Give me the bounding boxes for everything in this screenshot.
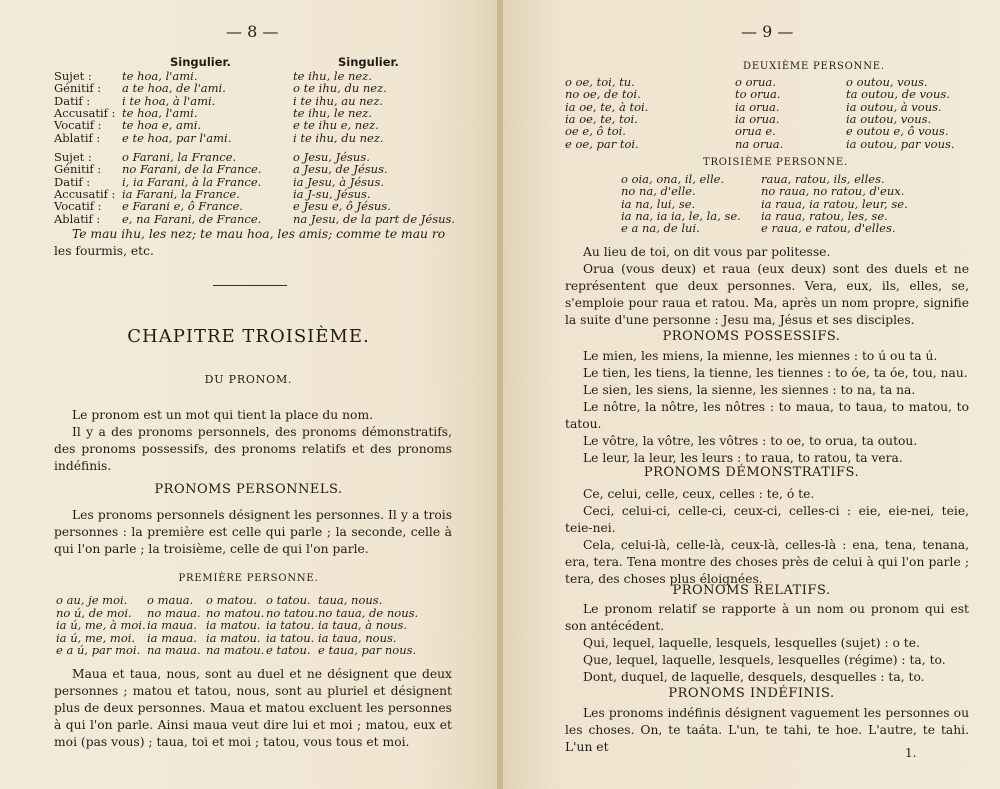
case-label: Sujet : (54, 150, 92, 164)
pronoun-form: ia raua, ia ratou, leur, se. (761, 196, 908, 211)
politesse-paragraph: Au lieu de toi, on dit vous par politesse. (583, 245, 831, 259)
demonstratifs-text (565, 486, 969, 588)
column-header: Singulier. (338, 55, 399, 69)
right-page (503, 0, 1000, 789)
duel-pluriel-paragraph: Maua et taua, nous, sont au duel et ne désignent que deux personnes ; matou et tatou, nous, sont au pluriel et désignent plus de deux personnes. Maua et matou excluent les personnes à qui l'on parle. Ainsi maua veut dire lui et moi ; matou, eux et moi (pas vous) ; taua, toi et moi ; tatou, vous tous et moi. (54, 667, 452, 749)
pronoun-form: ia ú, me, à moi. (56, 618, 146, 633)
pronoun-form: o au, je moi. (56, 593, 128, 607)
pronoun-line: Que, lequel, laquelle, lesquels, lesquelles (régime) : ta, to. (583, 653, 946, 667)
column-header: Singulier. (170, 55, 231, 69)
intro-paragraph: Il y a des pronoms personnels, des pronoms démonstratifs, des pronoms possessifs, des pronoms relatifs et des pronoms indéfinis. (54, 425, 452, 473)
pronoun-form: ia orua. (735, 99, 780, 114)
pronoun-form: no oe, de toi. (565, 87, 641, 102)
subsection-title: DEUXIÈME PERSONNE. (743, 61, 885, 72)
pronoun-form: orua e. (735, 124, 776, 139)
declension-form: na Jesu, de la part de Jésus. (293, 211, 456, 226)
pronoun-form: ia na, lui, se. (621, 196, 696, 211)
declension-form: te ihu, le nez. (293, 69, 372, 83)
pronoun-form: ia orua. (735, 111, 780, 126)
section-title: PRONOMS INDÉFINIS. (668, 686, 835, 701)
plural-note (54, 226, 452, 260)
pronoun-form: no taua, de nous. (318, 605, 419, 620)
declension-form: e Farani e, ô France. (122, 199, 243, 214)
declension-form: i te ihu, au nez. (293, 93, 384, 108)
pronoun-form: ia maua. (147, 618, 197, 633)
pronoun-form: no tatou. (266, 605, 319, 620)
declension-form: no Farani, de la France. (122, 162, 262, 177)
plural-note-line: Te mau ihu, les nez; te mau hoa, les amis; comme te mau ro (72, 227, 446, 241)
pronoun-form: ia taua, à nous. (318, 618, 408, 633)
declension-form: e te ihu e, nez. (293, 118, 379, 133)
pronoun-form: ia maua. (147, 630, 197, 645)
pronoun-form: ia na, ia ia, le, la, se. (621, 208, 741, 223)
declension-form: o te ihu, du nez. (293, 81, 387, 96)
case-label: Datif : (54, 93, 91, 108)
section-title: PRONOMS POSSESSIFS. (662, 329, 841, 344)
pronoun-form: o oe, toi, tu. (565, 75, 635, 89)
intro-text (54, 407, 452, 475)
pronoun-form: raua, ratou, ils, elles. (761, 172, 885, 186)
subsection-title: PREMIÈRE PERSONNE. (178, 573, 319, 584)
pronoun-line: Cela, celui-là, celle-là, ceux-là, celles-là : ena, tena, tenana, era, tera. Tena montre des choses près de celui à qui l'on parle ; tera, des choses plus éloignées. (565, 538, 969, 586)
declension-form: a Jesu, de Jésus. (293, 162, 388, 177)
relatifs-text (565, 601, 969, 686)
pronoun-form: e outou e, ô vous. (846, 124, 949, 139)
politesse-text (565, 244, 969, 329)
pronoun-form: o tatou. (266, 593, 311, 607)
declension-form: te ihu, le nez. (293, 105, 372, 120)
pronoun-form: ia tatou. (266, 618, 315, 633)
pronoun-form: to orua. (735, 87, 781, 102)
pronoun-line: Le sien, les siens, la sienne, les siennes : to na, ta na. (583, 383, 916, 397)
pronoun-form: na matou. (206, 643, 265, 658)
section-title: PRONOMS DÉMONSTRATIFS. (643, 465, 860, 480)
case-label: Accusatif : (54, 186, 116, 201)
declension-form: i te hoa, à l'ami. (122, 93, 216, 108)
left-page (0, 0, 497, 789)
pronoun-line: Le pronom relatif se rapporte à un nom ou pronom qui est son antécédent. (565, 602, 969, 633)
pronoun-form: na maua. (147, 643, 201, 658)
pronoun-form: ia ú, me, moi. (56, 630, 136, 645)
case-label: Ablatif : (54, 130, 101, 145)
personnels-text (54, 507, 452, 558)
pronoun-form: e oe, par toi. (565, 136, 639, 151)
pronoun-form: ia outou, à vous. (846, 99, 942, 114)
case-label: Génitif : (54, 162, 102, 177)
pronoun-line: Ce, celui, celle, ceux, celles : te, ó te. (583, 487, 815, 501)
pronoun-form: o orua. (735, 75, 776, 89)
pronoun-form: taua, nous. (318, 593, 383, 607)
declension-form: a te hoa, de l'ami. (122, 81, 226, 96)
pronoun-form: ia matou. (206, 630, 261, 645)
declension-form: e, na Farani, de France. (122, 211, 262, 226)
pronoun-form: ia taua, nous. (318, 630, 397, 645)
pronoun-form: ia oe, te, toi. (565, 111, 638, 126)
declension-form: e te hoa, par l'ami. (122, 130, 232, 145)
section-title: PRONOMS RELATIFS. (672, 583, 831, 598)
page-number: — 9 — (741, 22, 794, 41)
pronoun-form: ta outou, de vous. (846, 87, 950, 102)
declension-form: ia Jesu, à Jésus. (293, 174, 385, 189)
pronoun-line: Le mien, les miens, la mienne, les miennes : to ú ou ta ú. (583, 349, 938, 363)
pronoun-line: Le tien, les tiens, la tienne, les tiennes : to óe, ta óe, tou, nau. (583, 366, 968, 380)
case-label: Accusatif : (54, 105, 116, 120)
duels-paragraph: Orua (vous deux) et raua (eux deux) sont des duels et ne représentent que deux personnes. Vera, eux, ils, elles, se, s'emploie pour raua et ratou. Ma, après un nom propre, signifie la suite d'une personne : Jesu ma, Jésus et ses disciples. (565, 262, 969, 327)
declension-form: i te ihu, du nez. (293, 130, 384, 145)
declension-form: o Jesu, Jésus. (293, 150, 370, 164)
pronoun-form: no na, d'elle. (621, 184, 696, 199)
declension-form: ia Farani, la France. (122, 186, 240, 201)
pronoun-line: Le vôtre, la vôtre, les vôtres : to oe, to orua, ta outou. (583, 434, 918, 448)
pronoun-form: ia tatou. (266, 630, 315, 645)
case-label: Sujet : (54, 69, 92, 83)
pronoun-line: Ceci, celui-ci, celle-ci, ceux-ci, celles-ci : eie, eie-nei, teie, teie-nei. (565, 504, 969, 535)
case-label: Génitif : (54, 81, 102, 96)
pronoun-line: Dont, duquel, de laquelle, desquels, desquelles : ta, to. (583, 670, 925, 684)
declension-form: te hoa, l'ami. (122, 69, 198, 83)
plural-note-line: les fourmis, etc. (54, 244, 154, 258)
chapter-title: CHAPITRE TROISIÈME. (127, 326, 370, 347)
case-label: Vocatif : (54, 118, 102, 133)
indefinis-paragraph: Les pronoms indéfinis désignent vaguement les personnes ou les choses. On, te taáta. L'un, te tahi, te hoe. L'autre, te tahi. L'un et (565, 706, 969, 754)
pronoun-form: e a ú, par moi. (56, 643, 141, 658)
declension-form: te hoa, l'ami. (122, 105, 198, 120)
declension-form: ia J-su, Jésus. (293, 186, 371, 201)
pronoun-form: ia raua, ratou, les, se. (761, 208, 888, 223)
pronoun-form: no raua, no ratou, d'eux. (761, 184, 905, 199)
pronoun-form: o maua. (147, 593, 194, 607)
pronoun-form: no maua. (147, 605, 201, 620)
pronoun-form: ia outou, vous. (846, 111, 932, 126)
pronoun-form: e taua, par nous. (318, 643, 417, 658)
pronoun-form: na orua. (735, 136, 784, 151)
pronoun-form: ia outou, par vous. (846, 136, 955, 151)
pronoun-line: Le nôtre, la nôtre, les nôtres : to maua, to taua, to matou, to tatou. (565, 400, 969, 431)
declension-form: te hoa e, ami. (122, 118, 202, 133)
pronoun-form: o outou, vous. (846, 75, 928, 89)
pronoun-form: oe e, ô toi. (565, 124, 626, 139)
declension-form: i, ia Farani, à la France. (122, 174, 262, 189)
declension-form: e Jesu e, ô Jésus. (293, 199, 391, 214)
subsection-title: TROISIÈME PERSONNE. (703, 157, 848, 168)
pronoun-line: Qui, lequel, laquelle, lesquels, lesquelles (sujet) : o te. (583, 636, 920, 650)
intro-paragraph: Le pronom est un mot qui tient la place du nom. (72, 408, 374, 422)
pronoun-form: e raua, e ratou, d'elles. (761, 221, 896, 236)
declension-form: o Farani, la France. (122, 150, 237, 164)
pronoun-form: ia oe, te, à toi. (565, 99, 649, 114)
page-number: — 8 — (226, 22, 279, 41)
pronoun-form: ia matou. (206, 618, 261, 633)
signature-mark: 1. (905, 746, 917, 760)
divider-rule (213, 285, 287, 286)
case-label: Datif : (54, 174, 91, 189)
pronoun-form: e tatou. (266, 643, 311, 658)
personnels-paragraph: Les pronoms personnels désignent les personnes. Il y a trois personnes : la première est celle qui parle ; la seconde, celle à qui l'on parle ; la troisième, celle de qui l'on parle. (54, 508, 452, 556)
duel-pluriel-text (54, 666, 452, 751)
case-label: Ablatif : (54, 211, 101, 226)
possessifs-text (565, 348, 969, 467)
pronoun-form: o oia, ona, il, elle. (621, 172, 725, 186)
pronoun-form: no ú, de moi. (56, 605, 132, 620)
pronoun-form: no matou. (206, 605, 265, 620)
pronoun-line: Le leur, la leur, les leurs : to raua, to ratou, ta vera. (583, 451, 903, 465)
pronoun-form: o matou. (206, 593, 257, 607)
chapter-subtitle: DU PRONOM. (204, 373, 293, 386)
case-label: Vocatif : (54, 199, 102, 214)
section-title: PRONOMS PERSONNELS. (154, 482, 343, 497)
pronoun-form: e a na, de lui. (621, 221, 700, 236)
